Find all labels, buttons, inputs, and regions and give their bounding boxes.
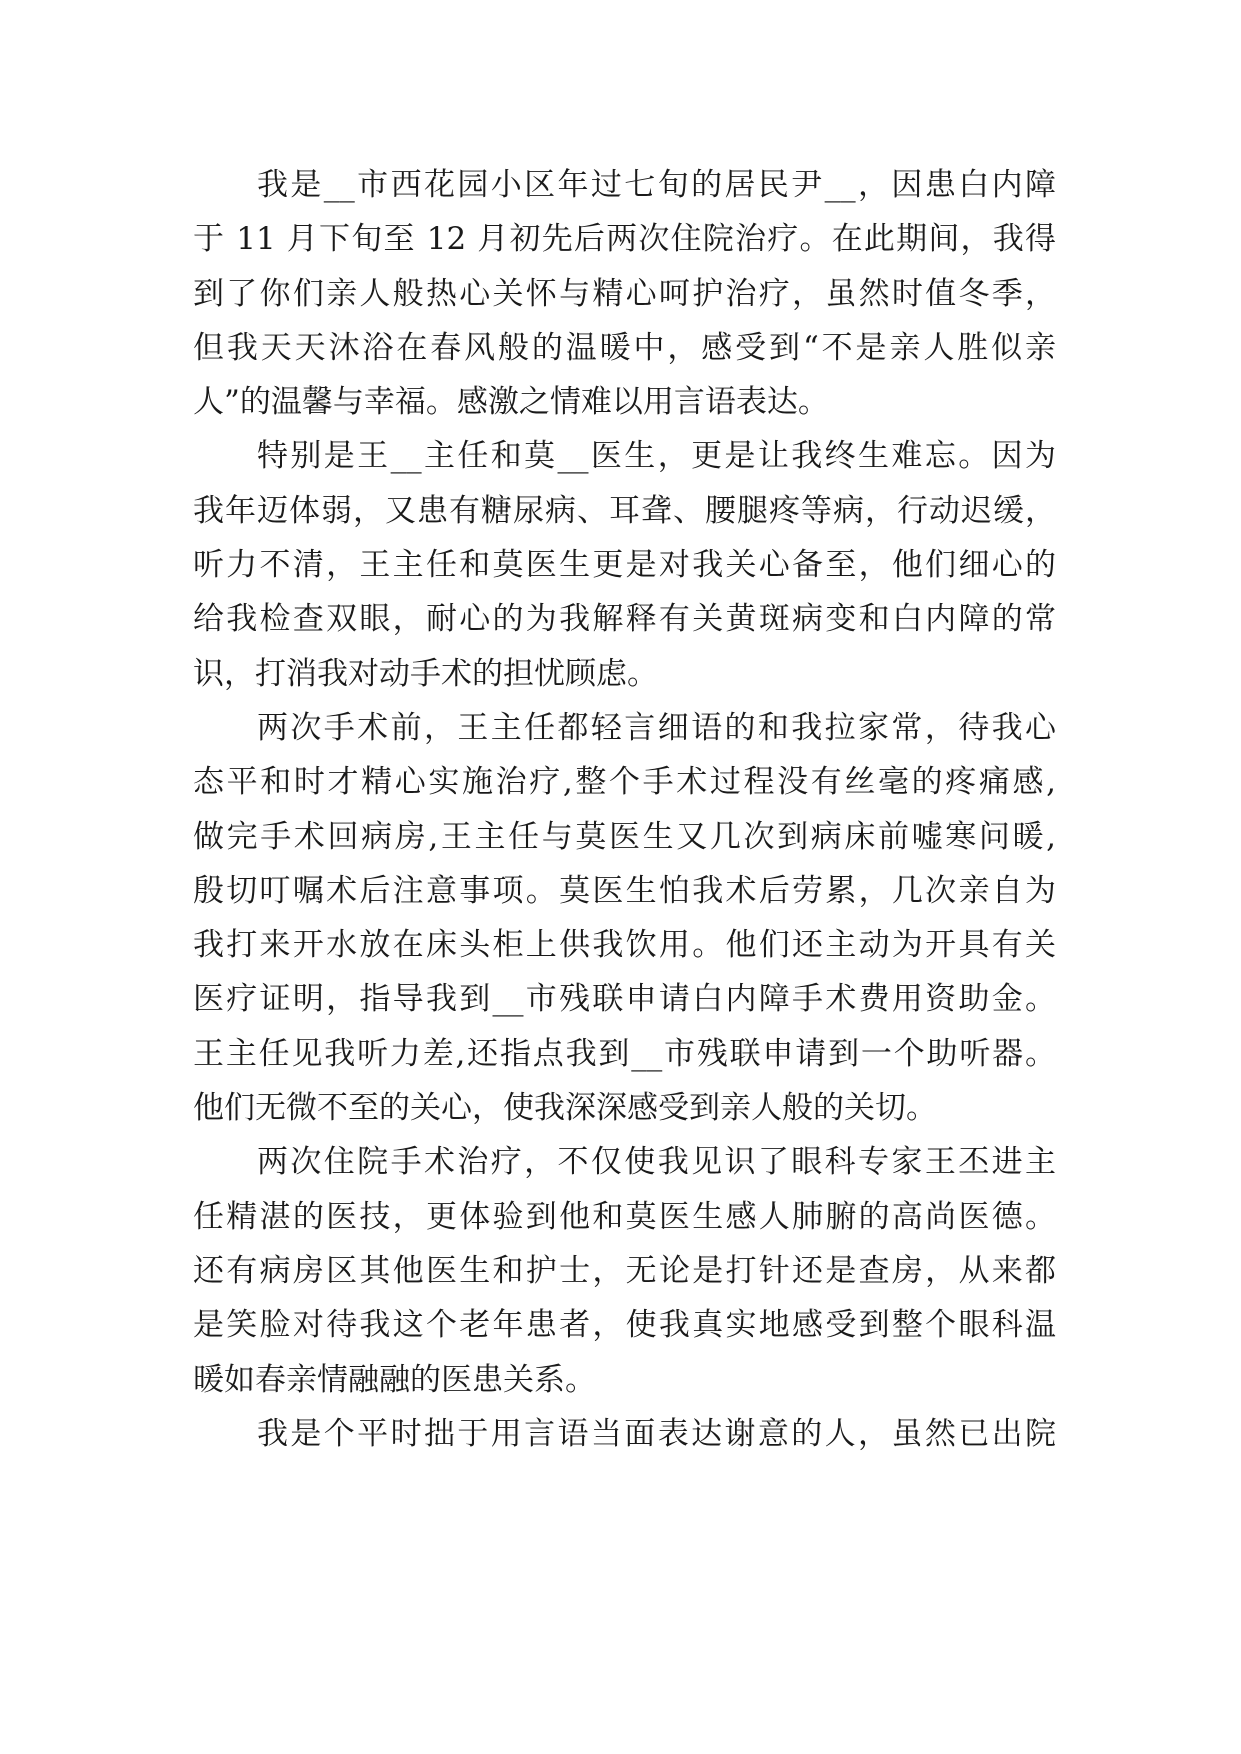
paragraph-line: 他们无微不至的关心，使我深深感受到亲人般的关切。 [193,1090,937,1127]
paragraph-line: 我年迈体弱，又患有糖尿病、耳聋、腰腿疼等病，行动迟缓， [193,492,1056,529]
paragraph-line: 我是个平时拙于用言语当面表达谢意的人，虽然已出院 [257,1415,1056,1452]
paragraph-line: 医疗证明，指导我到__市残联申请白内障手术费用资助金。 [193,981,1056,1018]
paragraph-line: 殷切叮嘱术后注意事项。莫医生怕我术后劳累，几次亲自为 [193,872,1056,909]
paragraph-line: 暖如春亲情融融的医患关系。 [193,1361,596,1398]
paragraph-line: 王主任见我听力差,还指点我到__市残联申请到一个助听器。 [193,1035,1056,1072]
paragraph-line: 我是__市西花园小区年过七旬的居民尹__，因患白内障 [257,167,1056,203]
paragraph-line: 是笑脸对待我这个老年患者，使我真实地感受到整个眼科温 [193,1307,1056,1344]
paragraph-line: 两次手术前，王主任都轻言细语的和我拉家常，待我心 [257,709,1056,746]
paragraph-line: 听力不清，王主任和莫医生更是对我关心备至，他们细心的 [193,547,1056,584]
paragraph-5 [193,1407,1056,1461]
paragraph-line: 给我检查双眼，耐心的为我解释有关黄斑病变和白内障的常 [193,601,1056,638]
paragraph-line: 任精湛的医技，更体验到他和莫医生感人肺腑的高尚医德。 [193,1198,1056,1235]
paragraph-line: 于 11 月下旬至 12 月初先后两次住院治疗。在此期间，我得 [193,221,1056,258]
paragraph-line: 但我天天沐浴在春风般的温暖中，感受到“不是亲人胜似亲 [193,329,1056,366]
paragraph-3 [193,701,1056,1135]
paragraph-line: 还有病房区其他医生和护士，无论是打针还是查房，从来都 [193,1252,1056,1289]
paragraph-2 [193,429,1056,700]
paragraph-1 [193,158,1056,429]
paragraph-line: 特别是王__主任和莫__医生，更是让我终生难忘。因为 [257,438,1056,475]
paragraph-line: 到了你们亲人般热心关怀与精心呵护治疗，虽然时值冬季， [193,275,1056,312]
paragraph-line: 态平和时才精心实施治疗,整个手术过程没有丝毫的疼痛感, [193,764,1056,801]
paragraph-line: 两次住院手术治疗，不仅使我见识了眼科专家王丕进主 [257,1144,1056,1181]
paragraph-line: 做完手术回病房,王主任与莫医生又几次到病床前嘘寒问暖, [193,818,1056,855]
document-page [193,158,1056,1461]
paragraph-4 [193,1135,1056,1406]
paragraph-line: 人”的温馨与幸福。感激之情难以用言语表达。 [193,384,829,421]
paragraph-line: 我打来开水放在床头柜上供我饮用。他们还主动为开具有关 [193,927,1056,964]
paragraph-line: 识，打消我对动手术的担忧顾虑。 [193,655,658,692]
